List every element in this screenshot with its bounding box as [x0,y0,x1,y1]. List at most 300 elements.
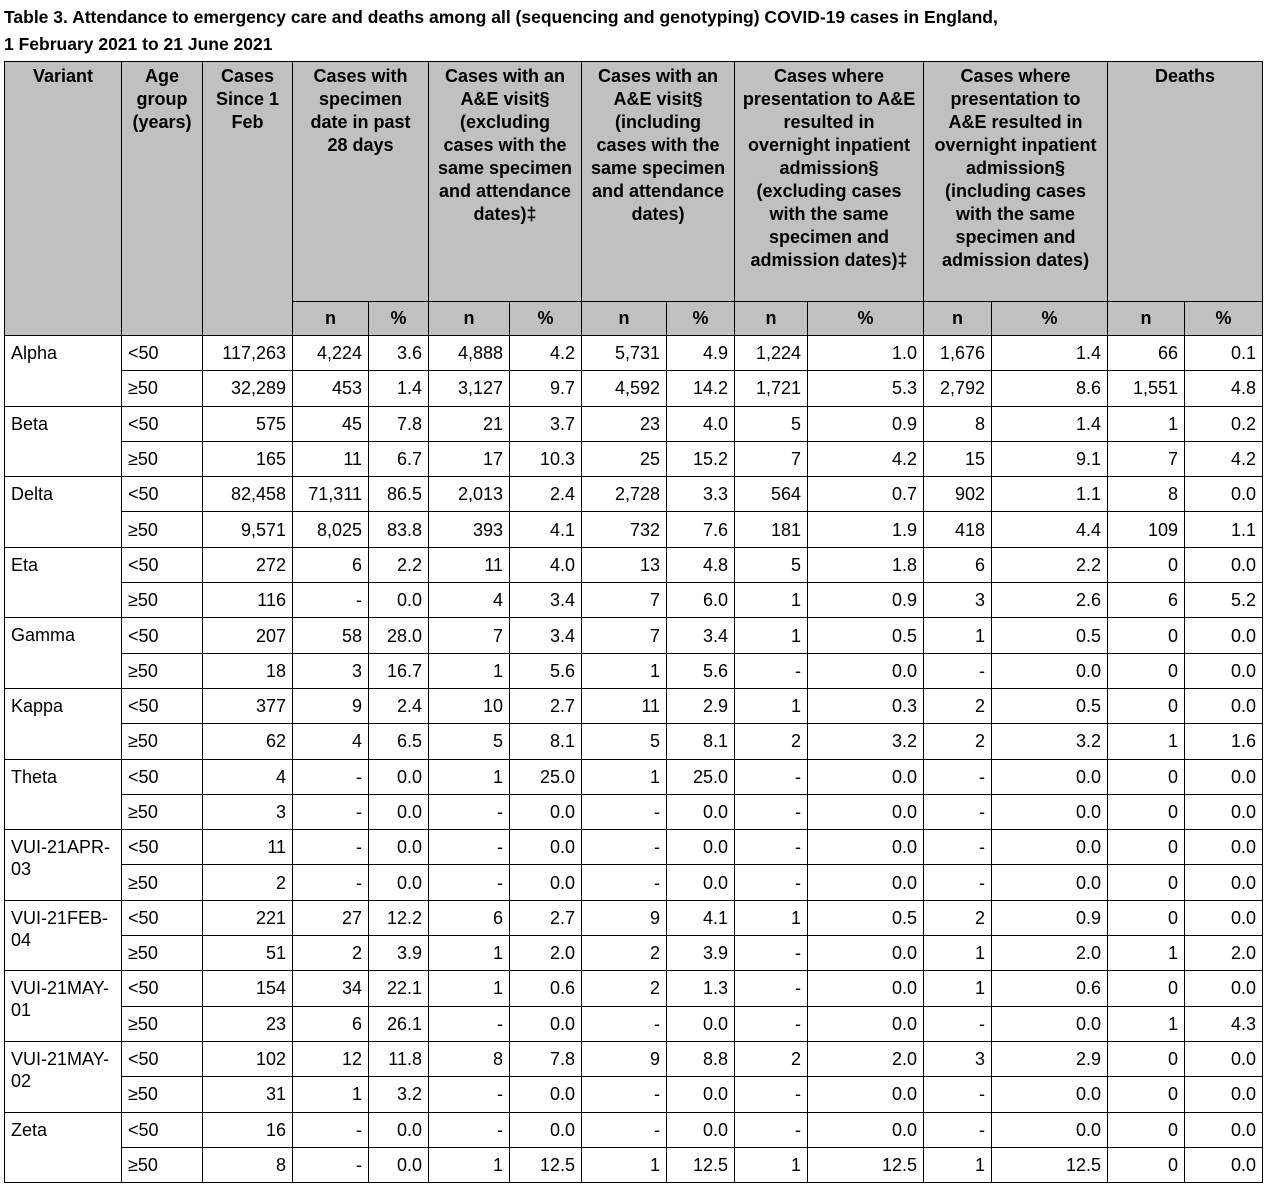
adm-incl-n-cell: 2 [924,688,992,723]
cases-since-cell: 51 [203,936,293,971]
ae-incl-pct-cell: 0.0 [667,794,735,829]
adm-excl-n-cell: - [735,971,808,1006]
ae-incl-pct-cell: 2.9 [667,688,735,723]
deaths-pct-cell: 0.0 [1185,1041,1263,1076]
past28-n-cell: 6 [293,1006,369,1041]
cases-since-cell: 272 [203,547,293,582]
table-row [5,512,1263,547]
table-row [5,794,1263,829]
header-variant: Variant [5,62,122,336]
ae-incl-pct-cell: 4.9 [667,336,735,371]
age-group-cell: <50 [122,971,203,1006]
age-group-cell: <50 [122,759,203,794]
cases-since-cell: 23 [203,1006,293,1041]
table-row [5,477,1263,512]
ae-excl-pct-cell: 0.0 [510,1077,582,1112]
deaths-pct-cell: 0.0 [1185,688,1263,723]
ae-excl-n-cell: - [429,865,510,900]
adm-incl-pct-cell: 0.5 [992,688,1108,723]
past28-pct-cell: 0.0 [369,794,429,829]
variant-cell: Alpha [5,336,122,407]
cases-since-cell: 11 [203,830,293,865]
adm-excl-n-cell: 5 [735,406,808,441]
adm-excl-n-cell: - [735,830,808,865]
adm-excl-pct-cell: 0.9 [808,406,924,441]
adm-excl-n-cell: 1 [735,583,808,618]
past28-n-cell: 12 [293,1041,369,1076]
variant-cell: VUI-21APR-03 [5,830,122,901]
ae-excl-n-cell: 1 [429,936,510,971]
cases-since-cell: 165 [203,441,293,476]
ae-excl-n-cell: 393 [429,512,510,547]
subheader-pct: % [808,302,924,336]
ae-incl-n-cell: 11 [582,688,667,723]
ae-incl-pct-cell: 0.0 [667,1112,735,1147]
ae-excl-pct-cell: 3.4 [510,583,582,618]
adm-incl-pct-cell: 0.0 [992,830,1108,865]
cases-since-cell: 207 [203,618,293,653]
adm-incl-n-cell: - [924,1112,992,1147]
ae-incl-pct-cell: 0.0 [667,865,735,900]
past28-pct-cell: 7.8 [369,406,429,441]
past28-pct-cell: 3.6 [369,336,429,371]
adm-incl-n-cell: 6 [924,547,992,582]
adm-excl-pct-cell: 0.0 [808,971,924,1006]
ae-incl-pct-cell: 0.0 [667,1006,735,1041]
cases-since-cell: 116 [203,583,293,618]
cases-since-cell: 3 [203,794,293,829]
variant-cell: Theta [5,759,122,830]
adm-incl-pct-cell: 2.2 [992,547,1108,582]
adm-excl-pct-cell: 0.0 [808,865,924,900]
deaths-n-cell: 66 [1108,336,1185,371]
header-admission-excluding: Cases where presentation to A&E resulted in overnight inpatient admission§ (excluding cases with the same specimen and admission dates)‡ [735,62,924,302]
age-group-cell: <50 [122,336,203,371]
table-row [5,1006,1263,1041]
header-ae-excluding: Cases with an A&E visit§ (excluding cases with the same specimen and attendance dates)‡ [429,62,582,302]
adm-excl-pct-cell: 0.5 [808,618,924,653]
variant-cell: VUI-21MAY-02 [5,1041,122,1112]
ae-incl-pct-cell: 8.8 [667,1041,735,1076]
deaths-n-cell: 0 [1108,547,1185,582]
cases-since-cell: 221 [203,900,293,935]
ae-incl-n-cell: 1 [582,1147,667,1182]
past28-pct-cell: 0.0 [369,830,429,865]
cases-since-cell: 102 [203,1041,293,1076]
adm-incl-pct-cell: 0.6 [992,971,1108,1006]
age-group-cell: <50 [122,406,203,441]
adm-excl-pct-cell: 1.0 [808,336,924,371]
past28-n-cell: 3 [293,653,369,688]
deaths-pct-cell: 1.1 [1185,512,1263,547]
table-row [5,1147,1263,1182]
subheader-pct: % [369,302,429,336]
cases-since-cell: 9,571 [203,512,293,547]
variant-cell: Eta [5,547,122,618]
adm-incl-pct-cell: 1.4 [992,406,1108,441]
cases-since-cell: 4 [203,759,293,794]
ae-incl-n-cell: 7 [582,583,667,618]
adm-excl-pct-cell: 0.3 [808,688,924,723]
ae-incl-pct-cell: 5.6 [667,653,735,688]
ae-excl-n-cell: 8 [429,1041,510,1076]
past28-pct-cell: 0.0 [369,1147,429,1182]
ae-excl-pct-cell: 4.0 [510,547,582,582]
deaths-n-cell: 0 [1108,1041,1185,1076]
past28-n-cell: 45 [293,406,369,441]
deaths-n-cell: 6 [1108,583,1185,618]
past28-pct-cell: 28.0 [369,618,429,653]
ae-incl-n-cell: 1 [582,759,667,794]
adm-excl-pct-cell: 0.0 [808,936,924,971]
adm-excl-n-cell: 5 [735,547,808,582]
deaths-n-cell: 0 [1108,971,1185,1006]
ae-incl-pct-cell: 7.6 [667,512,735,547]
adm-excl-pct-cell: 3.2 [808,724,924,759]
adm-incl-pct-cell: 9.1 [992,441,1108,476]
table-row [5,936,1263,971]
adm-incl-n-cell: - [924,1077,992,1112]
adm-incl-pct-cell: 0.0 [992,794,1108,829]
ae-excl-pct-cell: 3.7 [510,406,582,441]
past28-pct-cell: 26.1 [369,1006,429,1041]
ae-incl-pct-cell: 4.0 [667,406,735,441]
subheader-pct: % [1185,302,1263,336]
past28-n-cell: 11 [293,441,369,476]
adm-excl-pct-cell: 1.9 [808,512,924,547]
ae-incl-n-cell: 732 [582,512,667,547]
past28-pct-cell: 1.4 [369,371,429,406]
ae-incl-n-cell: 7 [582,618,667,653]
adm-incl-pct-cell: 0.0 [992,759,1108,794]
deaths-n-cell: 1,551 [1108,371,1185,406]
past28-n-cell: 1 [293,1077,369,1112]
ae-incl-n-cell: 5 [582,724,667,759]
adm-incl-n-cell: 1 [924,618,992,653]
adm-incl-pct-cell: 0.5 [992,618,1108,653]
ae-incl-n-cell: 2 [582,936,667,971]
table-row [5,371,1263,406]
header-admission-including: Cases where presentation to A&E resulted in overnight inpatient admission§ (including cases with the same specimen and admission dates) [924,62,1108,302]
subheader-n: n [293,302,369,336]
adm-excl-n-cell: 2 [735,1041,808,1076]
past28-pct-cell: 0.0 [369,583,429,618]
past28-pct-cell: 2.2 [369,547,429,582]
adm-incl-pct-cell: 3.2 [992,724,1108,759]
ae-excl-n-cell: 1 [429,759,510,794]
table-row [5,830,1263,865]
table-row [5,336,1263,371]
past28-pct-cell: 83.8 [369,512,429,547]
adm-incl-pct-cell: 2.0 [992,936,1108,971]
adm-incl-n-cell: - [924,830,992,865]
past28-n-cell: - [293,583,369,618]
adm-excl-pct-cell: 0.0 [808,653,924,688]
deaths-n-cell: 1 [1108,724,1185,759]
adm-excl-n-cell: 564 [735,477,808,512]
table-row [5,1112,1263,1147]
table-row [5,724,1263,759]
ae-excl-pct-cell: 3.4 [510,618,582,653]
deaths-pct-cell: 4.3 [1185,1006,1263,1041]
adm-incl-n-cell: - [924,1006,992,1041]
variant-cell: Beta [5,406,122,477]
cases-since-cell: 82,458 [203,477,293,512]
adm-incl-n-cell: 418 [924,512,992,547]
ae-excl-pct-cell: 2.4 [510,477,582,512]
adm-excl-n-cell: 1 [735,1147,808,1182]
ae-incl-pct-cell: 6.0 [667,583,735,618]
past28-n-cell: - [293,830,369,865]
deaths-n-cell: 0 [1108,759,1185,794]
ae-incl-pct-cell: 14.2 [667,371,735,406]
age-group-cell: ≥50 [122,512,203,547]
adm-incl-n-cell: 902 [924,477,992,512]
cases-since-cell: 154 [203,971,293,1006]
ae-excl-n-cell: 4 [429,583,510,618]
ae-excl-pct-cell: 0.6 [510,971,582,1006]
adm-excl-pct-cell: 1.8 [808,547,924,582]
adm-incl-n-cell: - [924,653,992,688]
table-caption [4,4,1259,58]
ae-incl-n-cell: - [582,865,667,900]
adm-incl-n-cell: - [924,794,992,829]
deaths-n-cell: 0 [1108,653,1185,688]
deaths-pct-cell: 0.0 [1185,759,1263,794]
cases-since-cell: 32,289 [203,371,293,406]
adm-excl-n-cell: - [735,1112,808,1147]
attendance-table [4,61,1263,1183]
ae-incl-n-cell: 13 [582,547,667,582]
adm-excl-n-cell: 1 [735,900,808,935]
past28-pct-cell: 12.2 [369,900,429,935]
deaths-pct-cell: 0.0 [1185,477,1263,512]
deaths-n-cell: 0 [1108,688,1185,723]
subheader-n: n [429,302,510,336]
adm-excl-n-cell: - [735,759,808,794]
table-row [5,618,1263,653]
subheader-pct: % [992,302,1108,336]
adm-incl-n-cell: 1 [924,936,992,971]
variant-cell: Kappa [5,688,122,759]
deaths-n-cell: 0 [1108,1147,1185,1182]
ae-excl-pct-cell: 25.0 [510,759,582,794]
ae-incl-n-cell: 25 [582,441,667,476]
adm-excl-pct-cell: 0.5 [808,900,924,935]
header-past-28-days: Cases with specimen date in past 28 days [293,62,429,302]
ae-incl-n-cell: - [582,1006,667,1041]
age-group-cell: ≥50 [122,865,203,900]
deaths-pct-cell: 1.6 [1185,724,1263,759]
caption-line-2: 1 February 2021 to 21 June 2021 [4,34,273,54]
cases-since-cell: 62 [203,724,293,759]
adm-incl-n-cell: 3 [924,1041,992,1076]
ae-incl-n-cell: - [582,830,667,865]
ae-incl-pct-cell: 4.8 [667,547,735,582]
deaths-pct-cell: 4.2 [1185,441,1263,476]
ae-excl-n-cell: 6 [429,900,510,935]
past28-pct-cell: 22.1 [369,971,429,1006]
cases-since-cell: 2 [203,865,293,900]
past28-n-cell: 58 [293,618,369,653]
adm-incl-n-cell: 1,676 [924,336,992,371]
variant-cell: VUI-21MAY-01 [5,971,122,1042]
adm-excl-n-cell: 1,224 [735,336,808,371]
adm-incl-pct-cell: 0.0 [992,865,1108,900]
ae-excl-pct-cell: 0.0 [510,1006,582,1041]
ae-incl-n-cell: 5,731 [582,336,667,371]
ae-excl-pct-cell: 2.0 [510,936,582,971]
ae-excl-n-cell: - [429,794,510,829]
cases-since-cell: 16 [203,1112,293,1147]
ae-excl-n-cell: 3,127 [429,371,510,406]
age-group-cell: ≥50 [122,724,203,759]
past28-pct-cell: 3.2 [369,1077,429,1112]
deaths-pct-cell: 5.2 [1185,583,1263,618]
deaths-pct-cell: 0.2 [1185,406,1263,441]
ae-excl-n-cell: 1 [429,971,510,1006]
adm-excl-n-cell: 7 [735,441,808,476]
table-row [5,547,1263,582]
ae-excl-n-cell: - [429,1006,510,1041]
ae-excl-pct-cell: 2.7 [510,900,582,935]
past28-n-cell: 34 [293,971,369,1006]
past28-n-cell: 4 [293,724,369,759]
cases-since-cell: 575 [203,406,293,441]
adm-incl-pct-cell: 1.1 [992,477,1108,512]
deaths-pct-cell: 0.1 [1185,336,1263,371]
ae-excl-pct-cell: 5.6 [510,653,582,688]
adm-excl-n-cell: - [735,865,808,900]
header-deaths: Deaths [1108,62,1263,302]
ae-incl-n-cell: 2 [582,971,667,1006]
adm-excl-n-cell: - [735,1077,808,1112]
adm-excl-pct-cell: 0.0 [808,1077,924,1112]
deaths-pct-cell: 0.0 [1185,1077,1263,1112]
past28-n-cell: - [293,794,369,829]
past28-n-cell: - [293,1112,369,1147]
past28-n-cell: 453 [293,371,369,406]
ae-excl-pct-cell: 8.1 [510,724,582,759]
past28-pct-cell: 3.9 [369,936,429,971]
table-row [5,406,1263,441]
age-group-cell: ≥50 [122,1147,203,1182]
adm-excl-n-cell: 2 [735,724,808,759]
subheader-n: n [582,302,667,336]
table-row [5,759,1263,794]
caption-line-1: Table 3. Attendance to emergency care and deaths among all (sequencing and genotyping) COVID-19 cases in England, [4,7,998,27]
variant-cell: Zeta [5,1112,122,1183]
adm-incl-pct-cell: 0.0 [992,1112,1108,1147]
adm-excl-pct-cell: 5.3 [808,371,924,406]
past28-n-cell: 6 [293,547,369,582]
deaths-n-cell: 7 [1108,441,1185,476]
adm-incl-n-cell: 15 [924,441,992,476]
age-group-cell: ≥50 [122,1077,203,1112]
ae-excl-pct-cell: 0.0 [510,865,582,900]
cases-since-cell: 8 [203,1147,293,1182]
variant-cell: Delta [5,477,122,548]
ae-incl-pct-cell: 1.3 [667,971,735,1006]
deaths-n-cell: 0 [1108,618,1185,653]
deaths-n-cell: 1 [1108,406,1185,441]
ae-incl-pct-cell: 3.3 [667,477,735,512]
adm-incl-n-cell: 8 [924,406,992,441]
past28-n-cell: - [293,759,369,794]
adm-incl-n-cell: 1 [924,971,992,1006]
table-row [5,865,1263,900]
adm-excl-pct-cell: 0.0 [808,830,924,865]
ae-excl-pct-cell: 10.3 [510,441,582,476]
table-row [5,441,1263,476]
ae-incl-pct-cell: 3.4 [667,618,735,653]
past28-n-cell: 71,311 [293,477,369,512]
subheader-n: n [735,302,808,336]
ae-incl-pct-cell: 15.2 [667,441,735,476]
deaths-n-cell: 1 [1108,1006,1185,1041]
past28-pct-cell: 0.0 [369,759,429,794]
age-group-cell: <50 [122,547,203,582]
age-group-cell: ≥50 [122,371,203,406]
ae-incl-n-cell: 4,592 [582,371,667,406]
deaths-pct-cell: 0.0 [1185,547,1263,582]
header-ae-including: Cases with an A&E visit§ (including cases with the same specimen and attendance dates) [582,62,735,302]
ae-incl-pct-cell: 0.0 [667,1077,735,1112]
ae-incl-n-cell: - [582,1112,667,1147]
table-body [5,336,1263,1183]
adm-excl-pct-cell: 0.0 [808,1112,924,1147]
subheader-n: n [1108,302,1185,336]
ae-excl-n-cell: 4,888 [429,336,510,371]
past28-pct-cell: 0.0 [369,865,429,900]
ae-excl-n-cell: 2,013 [429,477,510,512]
table-row [5,688,1263,723]
adm-excl-pct-cell: 12.5 [808,1147,924,1182]
past28-pct-cell: 2.4 [369,688,429,723]
deaths-n-cell: 0 [1108,865,1185,900]
deaths-n-cell: 0 [1108,830,1185,865]
cases-since-cell: 377 [203,688,293,723]
deaths-pct-cell: 0.0 [1185,1147,1263,1182]
deaths-pct-cell: 0.0 [1185,1112,1263,1147]
deaths-n-cell: 0 [1108,1112,1185,1147]
deaths-pct-cell: 2.0 [1185,936,1263,971]
ae-excl-n-cell: - [429,1112,510,1147]
subheader-pct: % [667,302,735,336]
past28-n-cell: 8,025 [293,512,369,547]
past28-n-cell: - [293,1147,369,1182]
ae-excl-pct-cell: 7.8 [510,1041,582,1076]
age-group-cell: <50 [122,1112,203,1147]
ae-incl-pct-cell: 12.5 [667,1147,735,1182]
table-header [5,62,1263,336]
past28-n-cell: 2 [293,936,369,971]
deaths-pct-cell: 0.0 [1185,865,1263,900]
adm-incl-pct-cell: 0.0 [992,653,1108,688]
header-cases-since: Cases Since 1 Feb [203,62,293,336]
ae-excl-pct-cell: 0.0 [510,830,582,865]
adm-incl-pct-cell: 0.0 [992,1006,1108,1041]
table-row [5,1077,1263,1112]
cases-since-cell: 117,263 [203,336,293,371]
age-group-cell: ≥50 [122,653,203,688]
adm-excl-pct-cell: 4.2 [808,441,924,476]
age-group-cell: <50 [122,477,203,512]
age-group-cell: <50 [122,830,203,865]
table-row [5,1041,1263,1076]
deaths-pct-cell: 0.0 [1185,830,1263,865]
adm-incl-n-cell: 2,792 [924,371,992,406]
